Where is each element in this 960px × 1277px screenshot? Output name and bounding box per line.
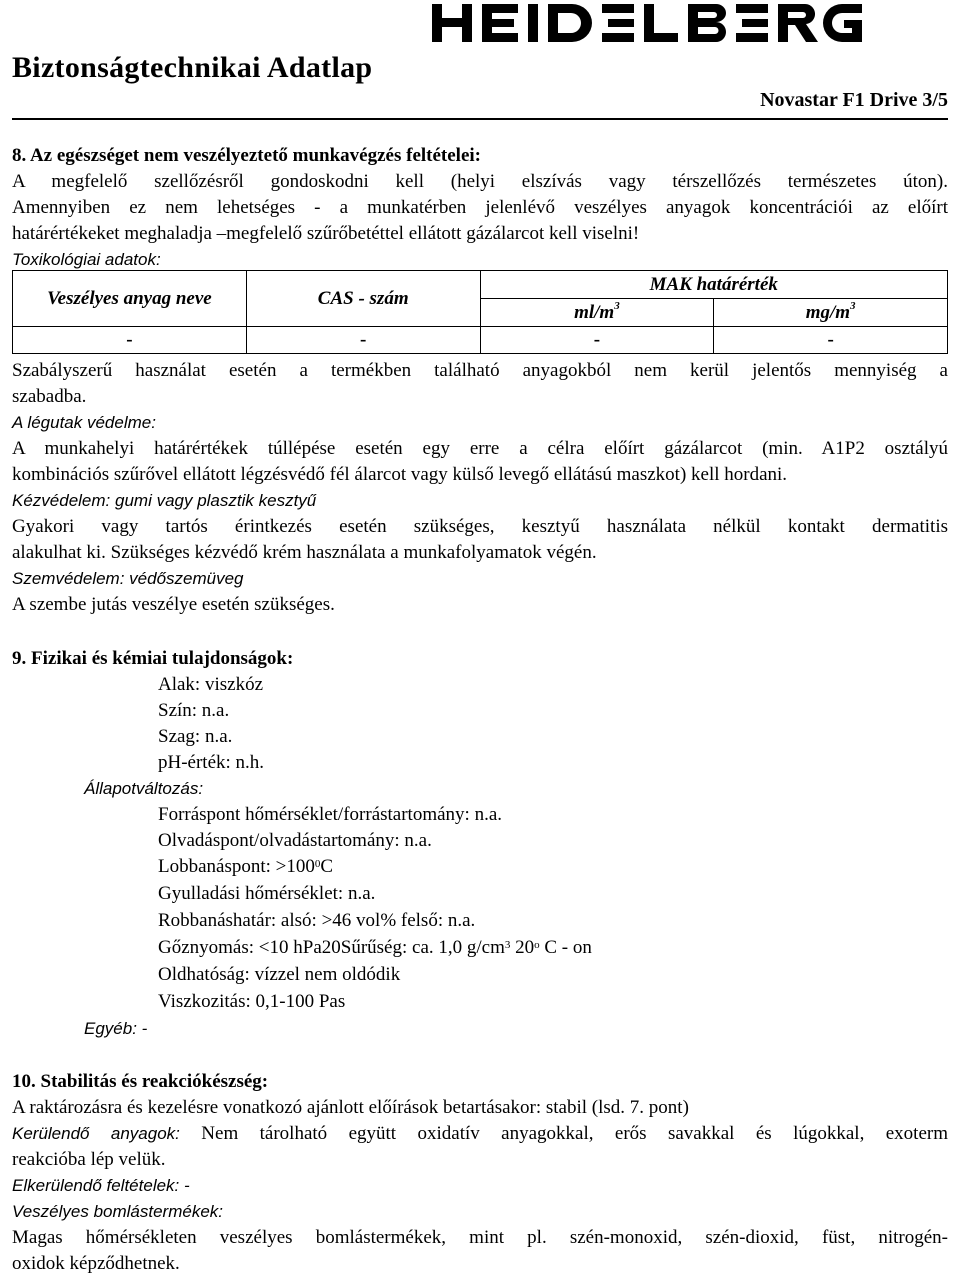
mak-table: [12, 270, 948, 354]
section8-heading: 8. Az egészséget nem veszélyeztető munkavégzés feltételei:: [12, 145, 481, 166]
state-change-label: Állapotváltozás:: [84, 779, 204, 798]
paragraph-line: szabadba.: [12, 386, 87, 407]
header-divider: [12, 118, 948, 120]
section10-heading: 10. Stabilitás és reakciókészség:: [12, 1071, 269, 1092]
avoid-conditions-label: Elkerülendő feltételek: -: [12, 1176, 190, 1195]
property-line: Alak: viszkóz: [158, 674, 264, 695]
heidelberg-logo: [432, 0, 862, 46]
paragraph-line: A megfelelő szellőzésről gondoskodni kell (helyi elszívás vagy térszellőzés természetes úton).: [12, 171, 948, 192]
table-cell: -: [246, 327, 480, 354]
paragraph-line: A raktározásra és kezelésre vonatkozó ajánlott előírások betartásakor: stabil (lsd. 7. pont): [12, 1097, 689, 1118]
product-name: Novastar F1 Drive 3/5: [760, 89, 948, 111]
section9-heading: 9. Fizikai és kémiai tulajdonságok:: [12, 648, 294, 669]
paragraph-line: A szembe jutás veszélye esetén szükséges.: [12, 594, 335, 615]
svg-text:HEIDELBERG: HEIDELBERG: [432, 44, 439, 45]
paragraph-line: Gyakori vagy tartós érintkezés esetén szükséges, kesztyű használata nélkül kontakt dermatitis: [12, 516, 948, 537]
other-label: Egyéb: -: [84, 1019, 148, 1038]
table-cell: -: [480, 327, 714, 354]
col-cas-header: CAS - szám: [246, 271, 480, 327]
property-line: Szag: n.a.: [158, 726, 233, 747]
paragraph-line: alakulhat ki. Szükséges kézvédő krém használata a munkafolyamatok végén.: [12, 542, 597, 563]
col-mak-header: MAK határérték: [480, 271, 947, 299]
property-line: Szín: n.a.: [158, 700, 230, 721]
property-line: Lobbanáspont: $>100^0C$: [158, 856, 334, 877]
avoid-materials-label: Kerülendő anyagok:: [12, 1124, 180, 1143]
property-line: Robbanáshatár: alsó: >46 vol% felső: n.a.: [158, 910, 476, 931]
property-line: Gőznyomás: <10 hPa20Sűrűség: ca. 1,0 $g/cm^3$ 20$^o$ C - on: [158, 937, 592, 958]
table-cell: -: [13, 327, 247, 354]
hand-protection-label: Kézvédelem: gumi vagy plasztik kesztyű: [12, 491, 317, 510]
paragraph-line: határértékeket meghaladja –megfelelő szűrőbetéttel ellátott gázálarcot kell viselni!: [12, 223, 640, 244]
col-substance-header: Veszélyes anyag neve: [13, 271, 247, 327]
property-line: pH-érték: n.h.: [158, 752, 265, 773]
document-title: Biztonságtechnikai Adatlap: [12, 51, 373, 84]
property-line: Olvadáspont/olvadástartomány: n.a.: [158, 830, 432, 851]
paragraph-line: oxidok képződhetnek.: [12, 1253, 180, 1274]
paragraph-line: Szabályszerű használat esetén a termékben található anyagokból nem kerül jelentős mennyiség a: [12, 360, 948, 381]
respiratory-label: A légutak védelme:: [12, 413, 156, 432]
property-line: Oldhatóság: vízzel nem oldódik: [158, 964, 401, 985]
paragraph-line: Magas hőmérsékleten veszélyes bomlástermékek, mint pl. szén-monoxid, szén-dioxid, füst, nitrogén-: [12, 1227, 948, 1248]
property-line: Forráspont hőmérséklet/forrástartomány: n.a.: [158, 804, 503, 825]
paragraph-line: Kerülendő anyagok: Nem tárolható együtt oxidatív anyagokkal, erős savakkal és lúgokkal, exoterm: [12, 1123, 948, 1144]
tox-label: Toxikológiai adatok:: [12, 250, 161, 269]
decomposition-label: Veszélyes bomlástermékek:: [12, 1202, 224, 1221]
col-mgm3-header: $mg/m^3$: [714, 299, 948, 327]
eye-protection-label: Szemvédelem: védőszemüveg: [12, 569, 244, 588]
paragraph-line: reakcióba lép velük.: [12, 1149, 166, 1170]
table-cell: -: [714, 327, 948, 354]
property-line: Viszkozitás: 0,1-100 Pas: [158, 991, 346, 1012]
paragraph-line: kombinációs szűrővel ellátott légzésvédő fél álarcot vagy külső levegő ellátású maszkot) kell hordani.: [12, 464, 788, 485]
col-mlm3-header: $ml/m^3$: [480, 299, 714, 327]
paragraph-line: A munkahelyi határértékek túllépése esetén egy erre a célra előírt gázálarcot (min. A1P2 osztályú: [12, 438, 948, 459]
paragraph-line: Amennyiben ez nem lehetséges - a munkatérben jelenlévő veszélyes anyagok koncentrációi az előírt: [12, 197, 948, 218]
property-line: Gyulladási hőmérséklet: n.a.: [158, 883, 376, 904]
